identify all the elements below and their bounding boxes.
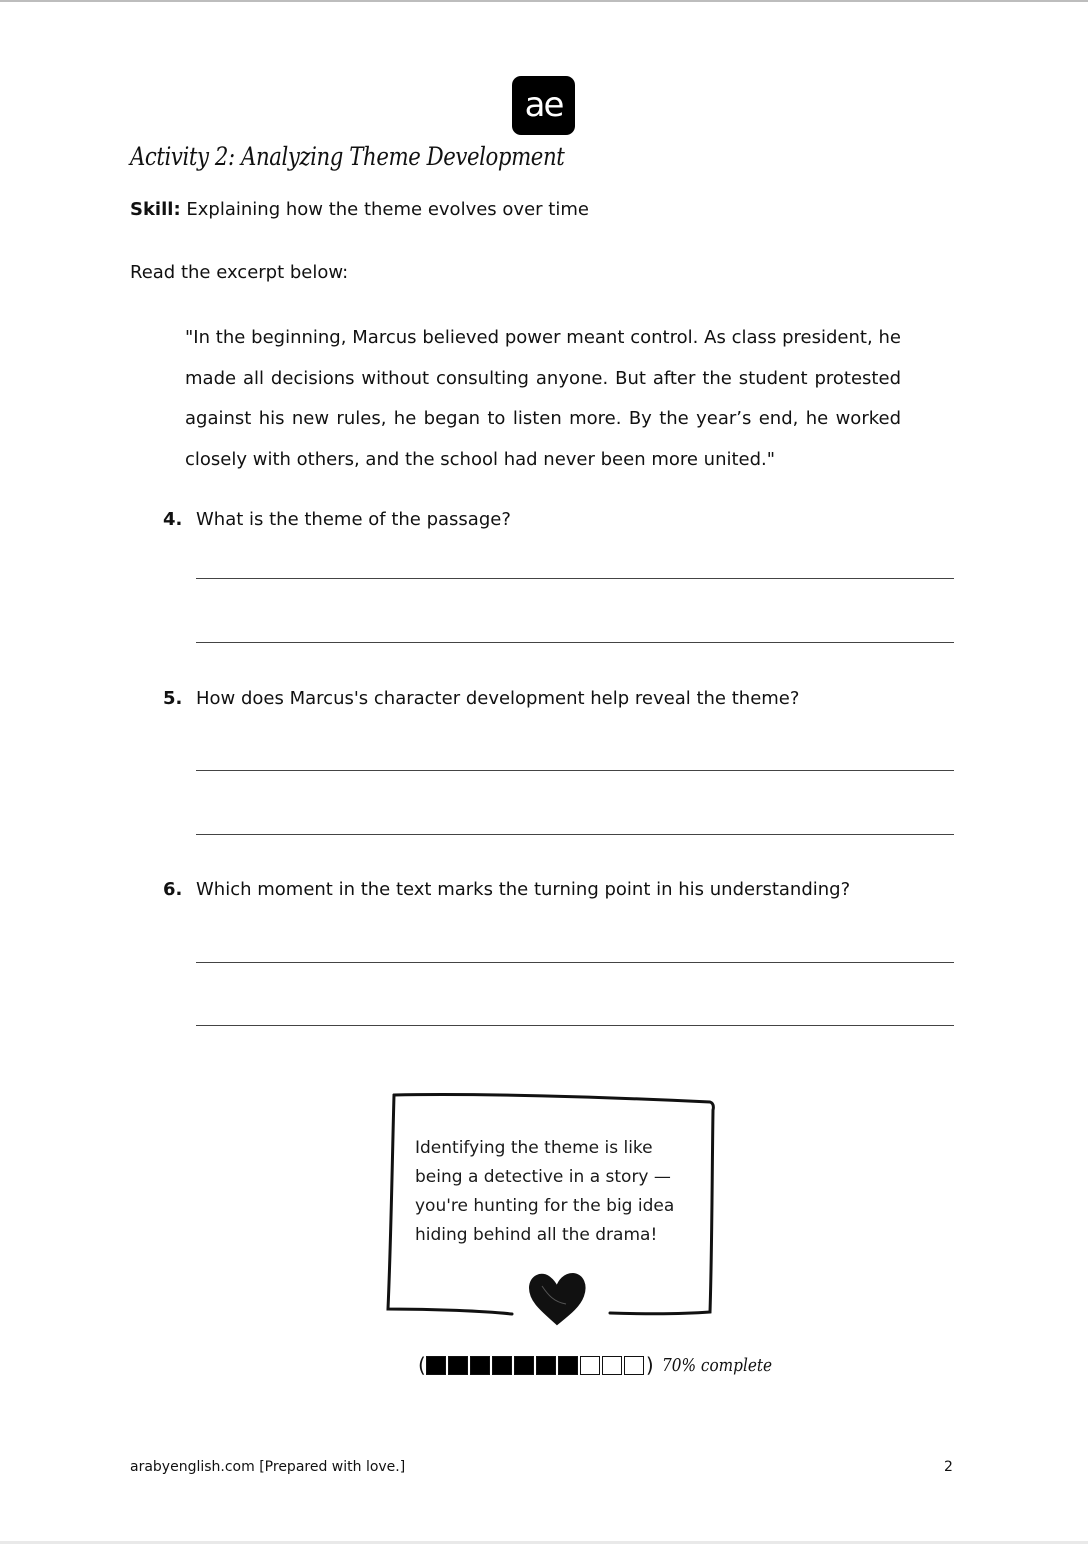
top-rule bbox=[0, 0, 1088, 2]
progress-cell-filled bbox=[558, 1356, 578, 1375]
answer-line-5a[interactable] bbox=[196, 770, 954, 771]
question-text: What is the theme of the passage? bbox=[196, 509, 511, 530]
answer-line-6b[interactable] bbox=[196, 1025, 954, 1026]
logo-text: ae bbox=[524, 84, 563, 125]
skill-line bbox=[130, 199, 589, 220]
progress-bar bbox=[418, 1352, 791, 1378]
question-text: How does Marcus's character development help reveal the theme? bbox=[196, 688, 800, 709]
progress-cell-filled bbox=[492, 1356, 512, 1375]
answer-line-4b[interactable] bbox=[196, 642, 954, 643]
progress-cell-filled bbox=[514, 1356, 534, 1375]
question-5 bbox=[163, 688, 799, 709]
page-number: 2 bbox=[944, 1459, 953, 1475]
progress-cells bbox=[426, 1356, 646, 1375]
heart-icon bbox=[530, 1274, 585, 1324]
answer-line-6a[interactable] bbox=[196, 962, 954, 963]
progress-cell-filled bbox=[448, 1356, 468, 1375]
instruction-text: Read the excerpt below: bbox=[130, 262, 349, 283]
progress-cell-filled bbox=[536, 1356, 556, 1375]
footer-site: arabyenglish.com [Prepared with love.] bbox=[130, 1459, 406, 1475]
activity-title: Activity 2: Analyzing Theme Development bbox=[130, 142, 565, 171]
progress-cell-empty bbox=[602, 1356, 622, 1375]
skill-label: Skill: bbox=[130, 199, 181, 220]
ae-logo bbox=[512, 76, 575, 135]
question-text: Which moment in the text marks the turning point in his understanding? bbox=[196, 879, 851, 900]
progress-cell-empty bbox=[580, 1356, 600, 1375]
note-text: Identifying the theme is like being a detective in a story — you're hunting for the big idea hiding behind all the drama! bbox=[415, 1138, 675, 1245]
question-4 bbox=[163, 509, 511, 530]
question-number: 6. bbox=[163, 879, 183, 900]
progress-cell-filled bbox=[426, 1356, 446, 1375]
question-6 bbox=[163, 879, 850, 900]
answer-line-5b[interactable] bbox=[196, 834, 954, 835]
progress-close-bracket: ) bbox=[645, 1353, 654, 1377]
progress-cell-empty bbox=[624, 1356, 644, 1375]
question-number: 5. bbox=[163, 688, 183, 709]
progress-label: 70% complete bbox=[661, 1354, 772, 1376]
answer-line-4a[interactable] bbox=[196, 578, 954, 579]
progress-open-bracket: ( bbox=[418, 1353, 426, 1377]
progress-cell-filled bbox=[470, 1356, 490, 1375]
skill-text: Explaining how the theme evolves over time bbox=[186, 199, 589, 220]
excerpt-passage: "In the beginning, Marcus believed power meant control. As class president, he made all decisions without consulting anyone. But after the student protested against his new rules, he began to listen more. By the year’s end, he worked closely with others, and the school had never been more united." bbox=[185, 327, 901, 470]
question-number: 4. bbox=[163, 509, 183, 530]
